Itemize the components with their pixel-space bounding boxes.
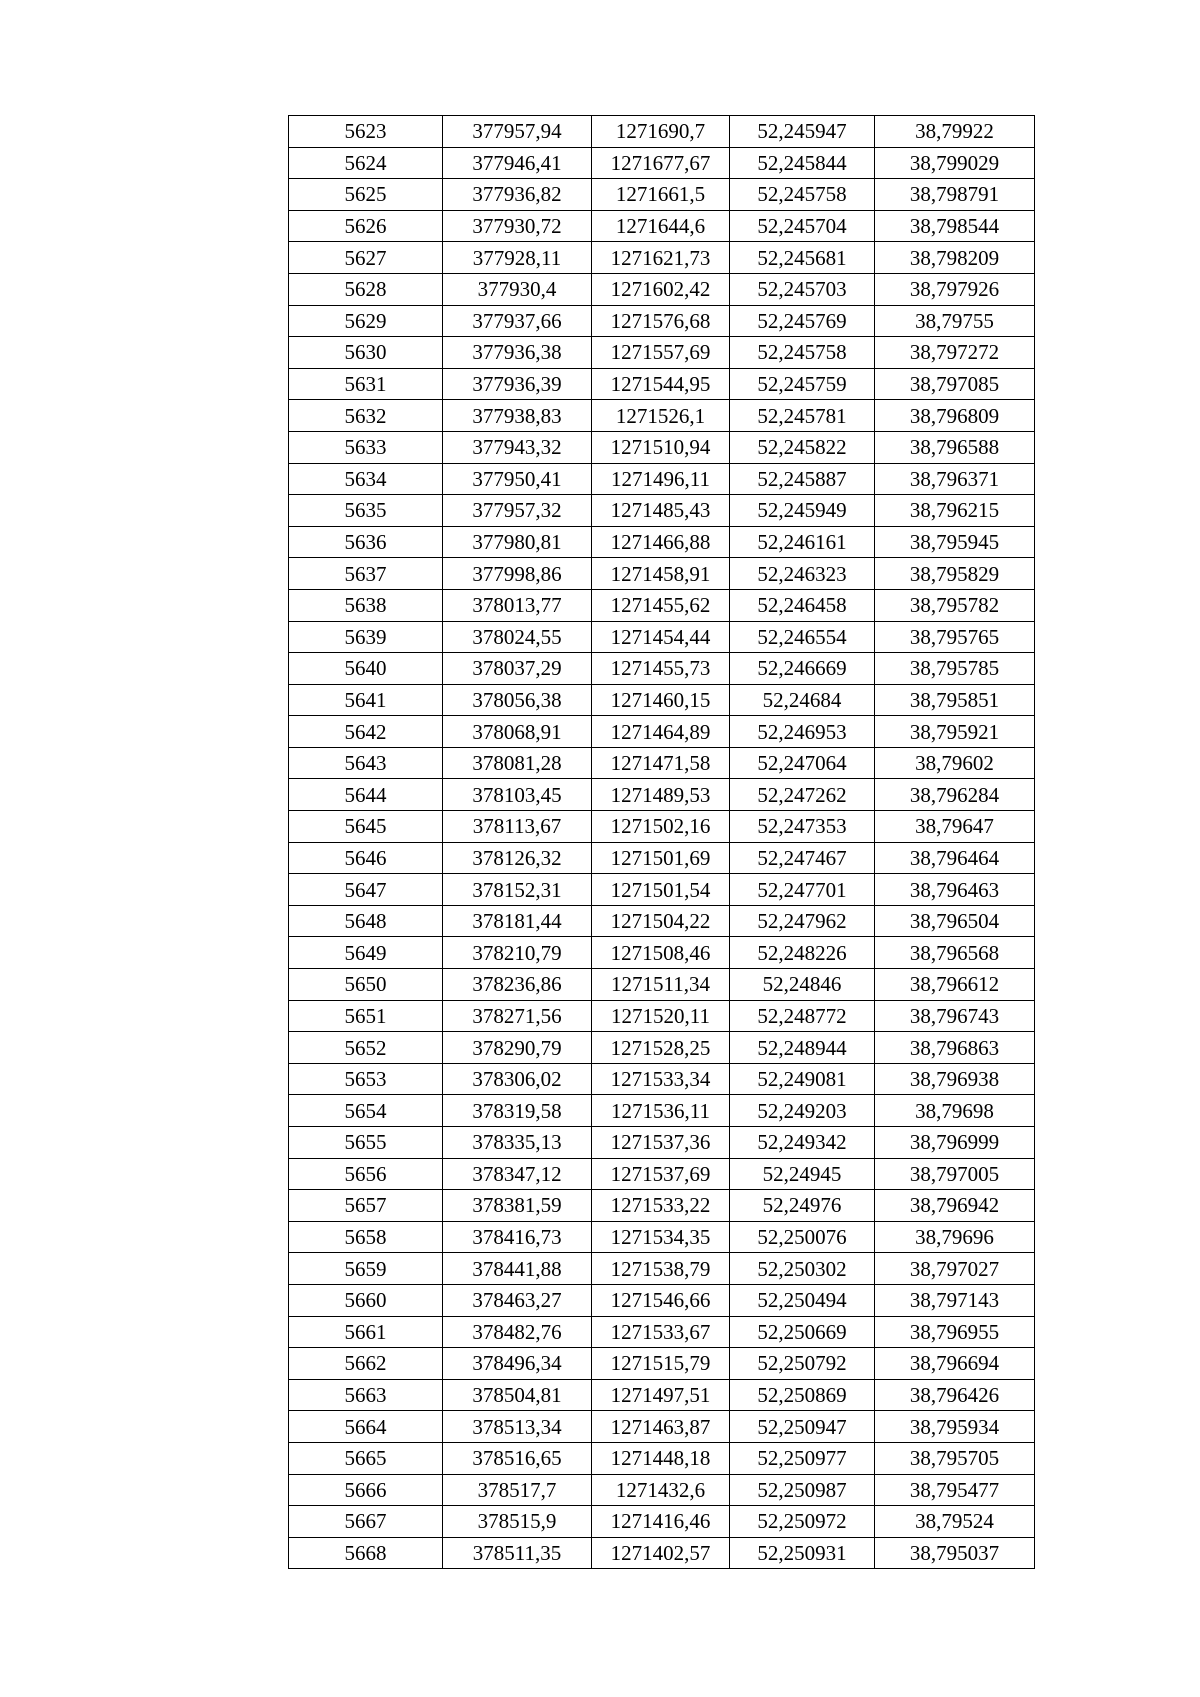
longitude-cell: 38,798791 (875, 179, 1035, 211)
point-number-cell: 5625 (289, 179, 443, 211)
y-coordinate-cell: 1271485,43 (592, 495, 730, 527)
longitude-cell: 38,796743 (875, 1000, 1035, 1032)
x-coordinate-cell: 378236,86 (443, 969, 592, 1001)
y-coordinate-cell: 1271677,67 (592, 147, 730, 179)
y-coordinate-cell: 1271533,34 (592, 1063, 730, 1095)
point-number-cell: 5654 (289, 1095, 443, 1127)
y-coordinate-cell: 1271463,87 (592, 1411, 730, 1443)
latitude-cell: 52,250869 (730, 1379, 875, 1411)
point-number-cell: 5663 (289, 1379, 443, 1411)
longitude-cell: 38,797143 (875, 1284, 1035, 1316)
point-number-cell: 5659 (289, 1253, 443, 1285)
x-coordinate-cell: 378037,29 (443, 653, 592, 685)
latitude-cell: 52,246458 (730, 589, 875, 621)
point-number-cell: 5648 (289, 905, 443, 937)
point-number-cell: 5656 (289, 1158, 443, 1190)
y-coordinate-cell: 1271489,53 (592, 779, 730, 811)
longitude-cell: 38,79524 (875, 1506, 1035, 1538)
y-coordinate-cell: 1271536,11 (592, 1095, 730, 1127)
table-row (289, 558, 1035, 590)
y-coordinate-cell: 1271510,94 (592, 431, 730, 463)
x-coordinate-cell: 378441,88 (443, 1253, 592, 1285)
point-number-cell: 5626 (289, 210, 443, 242)
longitude-cell: 38,795765 (875, 621, 1035, 653)
y-coordinate-cell: 1271432,6 (592, 1474, 730, 1506)
x-coordinate-cell: 378517,7 (443, 1474, 592, 1506)
x-coordinate-cell: 377946,41 (443, 147, 592, 179)
latitude-cell: 52,245947 (730, 116, 875, 148)
point-number-cell: 5628 (289, 273, 443, 305)
x-coordinate-cell: 378081,28 (443, 747, 592, 779)
table-row (289, 210, 1035, 242)
latitude-cell: 52,246953 (730, 716, 875, 748)
longitude-cell: 38,797272 (875, 337, 1035, 369)
x-coordinate-cell: 378056,38 (443, 684, 592, 716)
point-number-cell: 5649 (289, 937, 443, 969)
point-number-cell: 5650 (289, 969, 443, 1001)
longitude-cell: 38,796568 (875, 937, 1035, 969)
table-row (289, 1190, 1035, 1222)
y-coordinate-cell: 1271455,73 (592, 653, 730, 685)
latitude-cell: 52,250977 (730, 1442, 875, 1474)
table-row (289, 1474, 1035, 1506)
x-coordinate-cell: 377937,66 (443, 305, 592, 337)
latitude-cell: 52,250947 (730, 1411, 875, 1443)
y-coordinate-cell: 1271576,68 (592, 305, 730, 337)
x-coordinate-cell: 378513,34 (443, 1411, 592, 1443)
point-number-cell: 5657 (289, 1190, 443, 1222)
latitude-cell: 52,246323 (730, 558, 875, 590)
point-number-cell: 5635 (289, 495, 443, 527)
longitude-cell: 38,795921 (875, 716, 1035, 748)
y-coordinate-cell: 1271526,1 (592, 400, 730, 432)
x-coordinate-cell: 377980,81 (443, 526, 592, 558)
longitude-cell: 38,796809 (875, 400, 1035, 432)
latitude-cell: 52,245759 (730, 368, 875, 400)
point-number-cell: 5624 (289, 147, 443, 179)
point-number-cell: 5660 (289, 1284, 443, 1316)
table-row (289, 1506, 1035, 1538)
point-number-cell: 5623 (289, 116, 443, 148)
point-number-cell: 5641 (289, 684, 443, 716)
table-row (289, 526, 1035, 558)
table-row (289, 147, 1035, 179)
x-coordinate-cell: 377928,11 (443, 242, 592, 274)
longitude-cell: 38,796284 (875, 779, 1035, 811)
point-number-cell: 5639 (289, 621, 443, 653)
latitude-cell: 52,245769 (730, 305, 875, 337)
x-coordinate-cell: 377936,39 (443, 368, 592, 400)
table-row (289, 842, 1035, 874)
table-row (289, 179, 1035, 211)
y-coordinate-cell: 1271621,73 (592, 242, 730, 274)
x-coordinate-cell: 378416,73 (443, 1221, 592, 1253)
table-row (289, 305, 1035, 337)
latitude-cell: 52,250931 (730, 1537, 875, 1569)
y-coordinate-cell: 1271504,22 (592, 905, 730, 937)
latitude-cell: 52,249342 (730, 1127, 875, 1159)
point-number-cell: 5668 (289, 1537, 443, 1569)
latitude-cell: 52,246669 (730, 653, 875, 685)
x-coordinate-cell: 377998,86 (443, 558, 592, 590)
y-coordinate-cell: 1271501,69 (592, 842, 730, 874)
x-coordinate-cell: 378463,27 (443, 1284, 592, 1316)
table-row (289, 337, 1035, 369)
y-coordinate-cell: 1271528,25 (592, 1032, 730, 1064)
table-row (289, 1032, 1035, 1064)
y-coordinate-cell: 1271402,57 (592, 1537, 730, 1569)
y-coordinate-cell: 1271537,69 (592, 1158, 730, 1190)
table-row (289, 1442, 1035, 1474)
point-number-cell: 5633 (289, 431, 443, 463)
y-coordinate-cell: 1271497,51 (592, 1379, 730, 1411)
latitude-cell: 52,250302 (730, 1253, 875, 1285)
x-coordinate-cell: 377943,32 (443, 431, 592, 463)
table-row (289, 273, 1035, 305)
longitude-cell: 38,797926 (875, 273, 1035, 305)
x-coordinate-cell: 378113,67 (443, 811, 592, 843)
point-number-cell: 5665 (289, 1442, 443, 1474)
table-row (289, 1284, 1035, 1316)
x-coordinate-cell: 377930,72 (443, 210, 592, 242)
x-coordinate-cell: 377930,4 (443, 273, 592, 305)
table-row (289, 400, 1035, 432)
x-coordinate-cell: 378152,31 (443, 874, 592, 906)
latitude-cell: 52,250494 (730, 1284, 875, 1316)
y-coordinate-cell: 1271464,89 (592, 716, 730, 748)
y-coordinate-cell: 1271544,95 (592, 368, 730, 400)
point-number-cell: 5632 (289, 400, 443, 432)
x-coordinate-cell: 378335,13 (443, 1127, 592, 1159)
latitude-cell: 52,250076 (730, 1221, 875, 1253)
table-row (289, 1000, 1035, 1032)
point-number-cell: 5631 (289, 368, 443, 400)
longitude-cell: 38,795785 (875, 653, 1035, 685)
point-number-cell: 5661 (289, 1316, 443, 1348)
longitude-cell: 38,797005 (875, 1158, 1035, 1190)
x-coordinate-cell: 378271,56 (443, 1000, 592, 1032)
longitude-cell: 38,797027 (875, 1253, 1035, 1285)
x-coordinate-cell: 377936,38 (443, 337, 592, 369)
y-coordinate-cell: 1271471,58 (592, 747, 730, 779)
latitude-cell: 52,250972 (730, 1506, 875, 1538)
latitude-cell: 52,247467 (730, 842, 875, 874)
longitude-cell: 38,795477 (875, 1474, 1035, 1506)
x-coordinate-cell: 378013,77 (443, 589, 592, 621)
longitude-cell: 38,796463 (875, 874, 1035, 906)
latitude-cell: 52,247262 (730, 779, 875, 811)
latitude-cell: 52,245887 (730, 463, 875, 495)
longitude-cell: 38,796942 (875, 1190, 1035, 1222)
table-row (289, 937, 1035, 969)
latitude-cell: 52,245822 (730, 431, 875, 463)
table-row (289, 653, 1035, 685)
longitude-cell: 38,79922 (875, 116, 1035, 148)
point-number-cell: 5646 (289, 842, 443, 874)
latitude-cell: 52,249203 (730, 1095, 875, 1127)
point-number-cell: 5640 (289, 653, 443, 685)
y-coordinate-cell: 1271501,54 (592, 874, 730, 906)
y-coordinate-cell: 1271661,5 (592, 179, 730, 211)
longitude-cell: 38,796464 (875, 842, 1035, 874)
longitude-cell: 38,798209 (875, 242, 1035, 274)
point-number-cell: 5638 (289, 589, 443, 621)
table-row (289, 368, 1035, 400)
y-coordinate-cell: 1271458,91 (592, 558, 730, 590)
longitude-cell: 38,79696 (875, 1221, 1035, 1253)
table-row (289, 621, 1035, 653)
x-coordinate-cell: 378319,58 (443, 1095, 592, 1127)
point-number-cell: 5630 (289, 337, 443, 369)
y-coordinate-cell: 1271533,67 (592, 1316, 730, 1348)
point-number-cell: 5658 (289, 1221, 443, 1253)
y-coordinate-cell: 1271602,42 (592, 273, 730, 305)
y-coordinate-cell: 1271690,7 (592, 116, 730, 148)
latitude-cell: 52,245949 (730, 495, 875, 527)
table-row (289, 1221, 1035, 1253)
point-number-cell: 5643 (289, 747, 443, 779)
x-coordinate-cell: 378126,32 (443, 842, 592, 874)
y-coordinate-cell: 1271416,46 (592, 1506, 730, 1538)
point-number-cell: 5652 (289, 1032, 443, 1064)
latitude-cell: 52,250669 (730, 1316, 875, 1348)
table-row (289, 589, 1035, 621)
x-coordinate-cell: 378024,55 (443, 621, 592, 653)
table-row (289, 1127, 1035, 1159)
point-number-cell: 5636 (289, 526, 443, 558)
point-number-cell: 5664 (289, 1411, 443, 1443)
longitude-cell: 38,795705 (875, 1442, 1035, 1474)
latitude-cell: 52,246554 (730, 621, 875, 653)
table-row (289, 811, 1035, 843)
coordinates-table-body (289, 116, 1035, 1569)
point-number-cell: 5627 (289, 242, 443, 274)
table-row (289, 874, 1035, 906)
x-coordinate-cell: 378181,44 (443, 905, 592, 937)
y-coordinate-cell: 1271460,15 (592, 684, 730, 716)
point-number-cell: 5666 (289, 1474, 443, 1506)
point-number-cell: 5644 (289, 779, 443, 811)
y-coordinate-cell: 1271515,79 (592, 1348, 730, 1380)
longitude-cell: 38,795851 (875, 684, 1035, 716)
x-coordinate-cell: 378381,59 (443, 1190, 592, 1222)
latitude-cell: 52,24976 (730, 1190, 875, 1222)
latitude-cell: 52,245758 (730, 337, 875, 369)
latitude-cell: 52,250987 (730, 1474, 875, 1506)
table-row (289, 116, 1035, 148)
x-coordinate-cell: 378068,91 (443, 716, 592, 748)
table-row (289, 905, 1035, 937)
table-row (289, 1537, 1035, 1569)
longitude-cell: 38,796371 (875, 463, 1035, 495)
point-number-cell: 5651 (289, 1000, 443, 1032)
latitude-cell: 52,24684 (730, 684, 875, 716)
table-row (289, 431, 1035, 463)
latitude-cell: 52,24945 (730, 1158, 875, 1190)
table-row (289, 1411, 1035, 1443)
y-coordinate-cell: 1271538,79 (592, 1253, 730, 1285)
longitude-cell: 38,796612 (875, 969, 1035, 1001)
longitude-cell: 38,797085 (875, 368, 1035, 400)
latitude-cell: 52,249081 (730, 1063, 875, 1095)
latitude-cell: 52,248944 (730, 1032, 875, 1064)
y-coordinate-cell: 1271455,62 (592, 589, 730, 621)
x-coordinate-cell: 377936,82 (443, 179, 592, 211)
latitude-cell: 52,247064 (730, 747, 875, 779)
latitude-cell: 52,247701 (730, 874, 875, 906)
point-number-cell: 5645 (289, 811, 443, 843)
latitude-cell: 52,245703 (730, 273, 875, 305)
longitude-cell: 38,79647 (875, 811, 1035, 843)
y-coordinate-cell: 1271454,44 (592, 621, 730, 653)
latitude-cell: 52,247962 (730, 905, 875, 937)
x-coordinate-cell: 377950,41 (443, 463, 592, 495)
table-row (289, 716, 1035, 748)
longitude-cell: 38,795829 (875, 558, 1035, 590)
longitude-cell: 38,799029 (875, 147, 1035, 179)
latitude-cell: 52,246161 (730, 526, 875, 558)
point-number-cell: 5655 (289, 1127, 443, 1159)
y-coordinate-cell: 1271502,16 (592, 811, 730, 843)
latitude-cell: 52,250792 (730, 1348, 875, 1380)
x-coordinate-cell: 378306,02 (443, 1063, 592, 1095)
y-coordinate-cell: 1271520,11 (592, 1000, 730, 1032)
y-coordinate-cell: 1271537,36 (592, 1127, 730, 1159)
x-coordinate-cell: 378347,12 (443, 1158, 592, 1190)
latitude-cell: 52,245758 (730, 179, 875, 211)
longitude-cell: 38,795037 (875, 1537, 1035, 1569)
x-coordinate-cell: 378482,76 (443, 1316, 592, 1348)
longitude-cell: 38,795934 (875, 1411, 1035, 1443)
x-coordinate-cell: 378511,35 (443, 1537, 592, 1569)
longitude-cell: 38,796694 (875, 1348, 1035, 1380)
x-coordinate-cell: 378504,81 (443, 1379, 592, 1411)
table-row (289, 1379, 1035, 1411)
table-row (289, 242, 1035, 274)
point-number-cell: 5634 (289, 463, 443, 495)
table-row (289, 747, 1035, 779)
y-coordinate-cell: 1271546,66 (592, 1284, 730, 1316)
longitude-cell: 38,798544 (875, 210, 1035, 242)
point-number-cell: 5637 (289, 558, 443, 590)
table-row (289, 1316, 1035, 1348)
y-coordinate-cell: 1271466,88 (592, 526, 730, 558)
table-row (289, 779, 1035, 811)
x-coordinate-cell: 378516,65 (443, 1442, 592, 1474)
x-coordinate-cell: 378103,45 (443, 779, 592, 811)
longitude-cell: 38,796426 (875, 1379, 1035, 1411)
latitude-cell: 52,248772 (730, 1000, 875, 1032)
latitude-cell: 52,245781 (730, 400, 875, 432)
point-number-cell: 5662 (289, 1348, 443, 1380)
point-number-cell: 5653 (289, 1063, 443, 1095)
longitude-cell: 38,796504 (875, 905, 1035, 937)
table-row (289, 1095, 1035, 1127)
x-coordinate-cell: 377957,94 (443, 116, 592, 148)
y-coordinate-cell: 1271508,46 (592, 937, 730, 969)
x-coordinate-cell: 378210,79 (443, 937, 592, 969)
longitude-cell: 38,79755 (875, 305, 1035, 337)
table-row (289, 1063, 1035, 1095)
coordinates-table (288, 115, 1035, 1569)
y-coordinate-cell: 1271533,22 (592, 1190, 730, 1222)
latitude-cell: 52,247353 (730, 811, 875, 843)
longitude-cell: 38,796863 (875, 1032, 1035, 1064)
y-coordinate-cell: 1271511,34 (592, 969, 730, 1001)
table-row (289, 969, 1035, 1001)
y-coordinate-cell: 1271644,6 (592, 210, 730, 242)
y-coordinate-cell: 1271448,18 (592, 1442, 730, 1474)
point-number-cell: 5647 (289, 874, 443, 906)
y-coordinate-cell: 1271496,11 (592, 463, 730, 495)
point-number-cell: 5642 (289, 716, 443, 748)
longitude-cell: 38,795782 (875, 589, 1035, 621)
longitude-cell: 38,796955 (875, 1316, 1035, 1348)
table-row (289, 495, 1035, 527)
longitude-cell: 38,796999 (875, 1127, 1035, 1159)
y-coordinate-cell: 1271534,35 (592, 1221, 730, 1253)
latitude-cell: 52,248226 (730, 937, 875, 969)
latitude-cell: 52,24846 (730, 969, 875, 1001)
latitude-cell: 52,245681 (730, 242, 875, 274)
y-coordinate-cell: 1271557,69 (592, 337, 730, 369)
longitude-cell: 38,796215 (875, 495, 1035, 527)
table-row (289, 1348, 1035, 1380)
latitude-cell: 52,245844 (730, 147, 875, 179)
x-coordinate-cell: 377957,32 (443, 495, 592, 527)
point-number-cell: 5629 (289, 305, 443, 337)
table-row (289, 684, 1035, 716)
longitude-cell: 38,79698 (875, 1095, 1035, 1127)
table-row (289, 463, 1035, 495)
table-row (289, 1158, 1035, 1190)
longitude-cell: 38,796588 (875, 431, 1035, 463)
longitude-cell: 38,79602 (875, 747, 1035, 779)
x-coordinate-cell: 378290,79 (443, 1032, 592, 1064)
table-row (289, 1253, 1035, 1285)
longitude-cell: 38,796938 (875, 1063, 1035, 1095)
latitude-cell: 52,245704 (730, 210, 875, 242)
x-coordinate-cell: 378496,34 (443, 1348, 592, 1380)
x-coordinate-cell: 378515,9 (443, 1506, 592, 1538)
point-number-cell: 5667 (289, 1506, 443, 1538)
x-coordinate-cell: 377938,83 (443, 400, 592, 432)
longitude-cell: 38,795945 (875, 526, 1035, 558)
